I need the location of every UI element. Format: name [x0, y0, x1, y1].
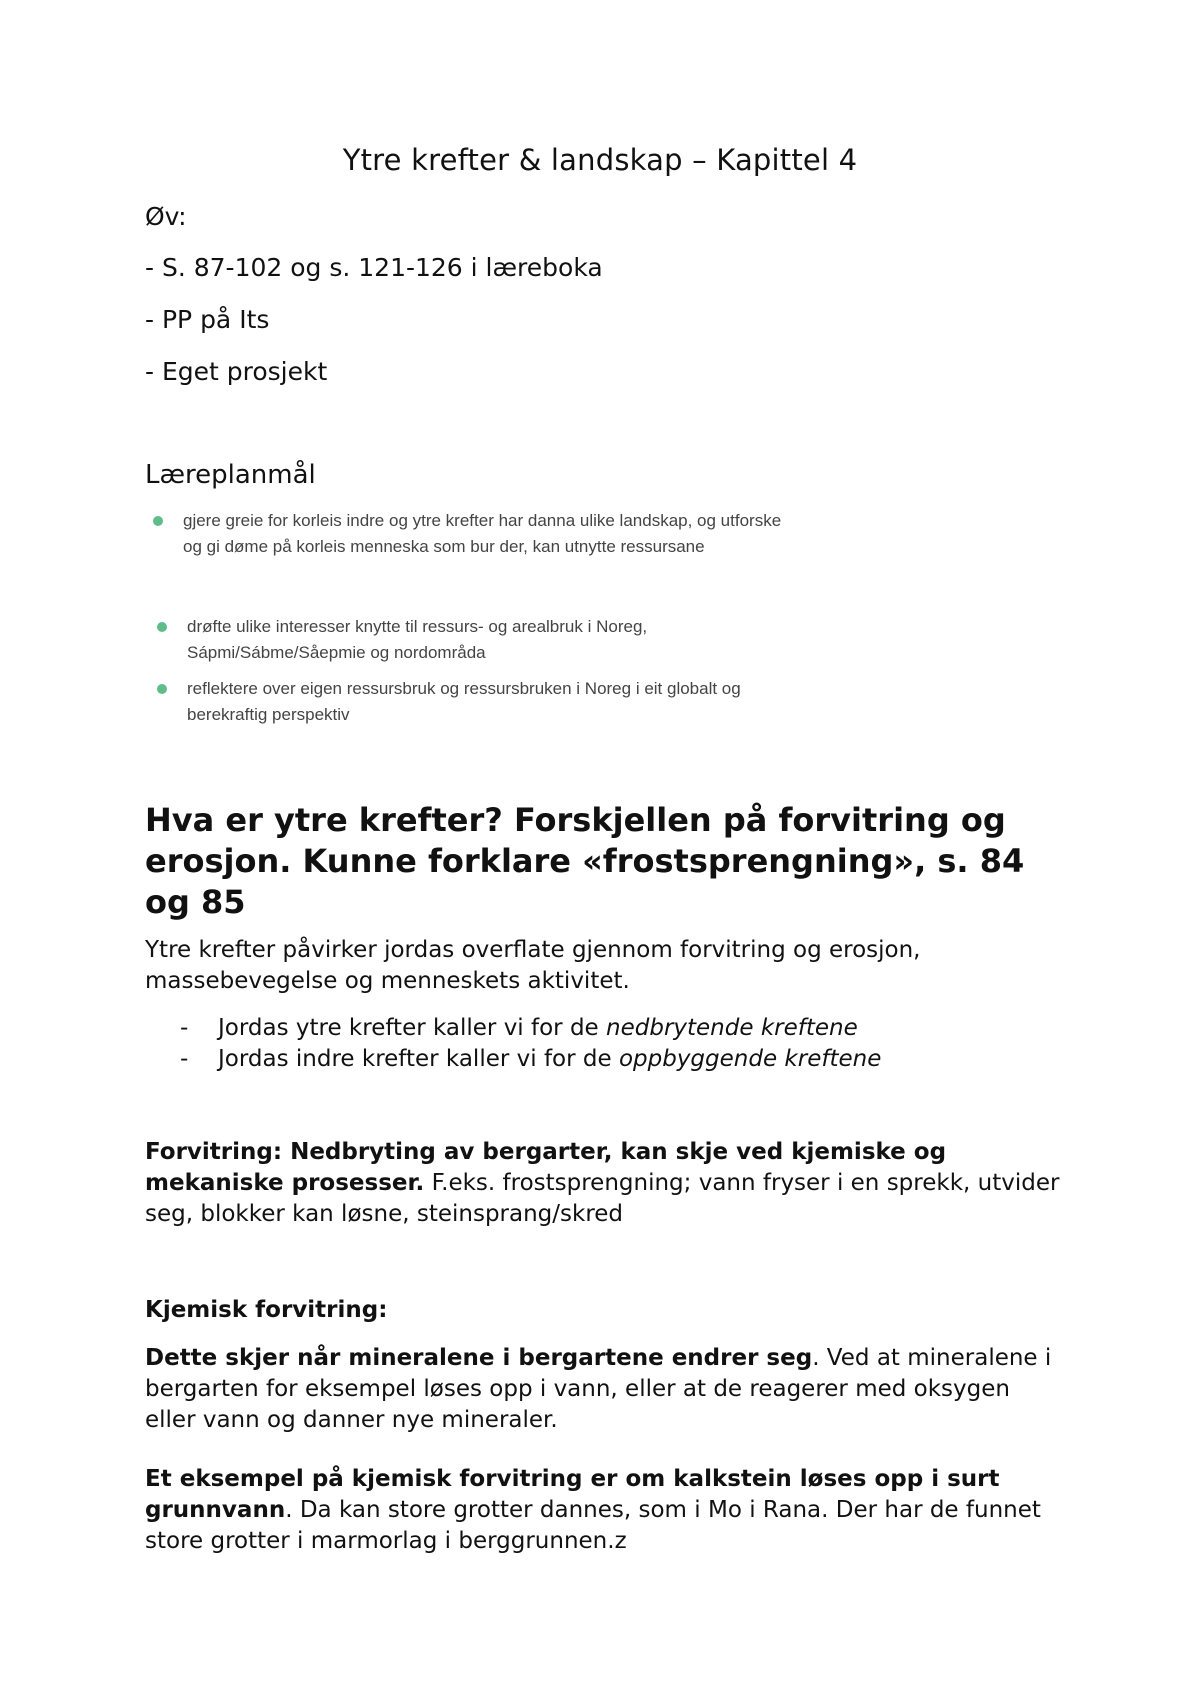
practice-label: Øv:: [145, 202, 187, 231]
kjemisk-example-bold: Et eksempel på kjemisk forvitring er om kalkstein løses opp i surt grunnvann: [145, 1466, 1000, 1523]
forvitring-definition: Forvitring: Nedbryting av bergarter, kan skje ved kjemiske og mekaniske prosesser.: [145, 1139, 947, 1196]
curriculum-heading: Læreplanmål: [145, 460, 316, 490]
list-item-emphasis: oppbyggende kreftene: [618, 1046, 882, 1072]
curriculum-goal: [150, 508, 783, 560]
list-item: [180, 1044, 881, 1075]
list-item-emphasis: nedbrytende kreftene: [606, 1015, 858, 1041]
intro-paragraph: Ytre krefter påvirker jordas overflate gjennom forvitring og erosjon, massebevegelse og menneskets aktivitet.: [145, 937, 921, 994]
bullet-dot-icon: [153, 516, 163, 526]
practice-item: - PP på Its: [145, 305, 270, 334]
bullet-dot-icon: [157, 684, 167, 694]
bullet-dot-icon: [157, 622, 167, 632]
kjemisk-example-text: . Da kan store grotter dannes, som i Mo i Rana. Der har de funnet store grotter i marmorlag i berggrunnen.z: [145, 1497, 1041, 1554]
kjemisk-heading-text: Kjemisk forvitring:: [145, 1297, 388, 1323]
kjemisk-heading: [145, 1295, 1065, 1326]
practice-item: - Eget prosjekt: [145, 357, 328, 386]
list-item-text: Jordas ytre krefter kaller vi for de: [218, 1015, 607, 1041]
dash-marker: -: [180, 1015, 189, 1041]
kjemisk-bold-text: Dette skjer når mineralene i bergartene endrer seg: [145, 1345, 813, 1371]
goal-text: gjere greie for korleis indre og ytre krefter har danna ulike landskap, og utforske og gi døme på korleis menneska som bur der, kan utnytte ressursane: [183, 511, 782, 556]
kjemisk-text: . Ved at mineralene i bergarten for eksempel løses opp i vann, eller at de reagerer med oksygen eller vann og danner nye mineraler.: [145, 1345, 1052, 1433]
curriculum-goal: [154, 676, 787, 728]
goal-text: reflektere over eigen ressursbruk og ressursbruken i Noreg i eit globalt og berekraftig perspektiv: [187, 679, 741, 724]
curriculum-goal: [154, 614, 787, 666]
list-item: [180, 1013, 881, 1044]
kjemisk-example-paragraph: [145, 1464, 1065, 1557]
forces-list: [180, 1013, 881, 1075]
kjemisk-paragraph: [145, 1343, 1065, 1436]
forvitring-example: F.eks. frostsprengning; vann fryser i en sprekk, utvider seg, blokker kan løsne, steinsprang/skred: [145, 1170, 1060, 1227]
practice-item: - S. 87-102 og s. 121-126 i læreboka: [145, 253, 603, 282]
section-heading: Hva er ytre krefter? Forskjellen på forvitring og erosjon. Kunne forklare «frostsprengning», s. 84 og 85: [145, 801, 1025, 921]
goal-text: drøfte ulike interesser knytte til ressurs- og arealbruk i Noreg, Sápmi/Sábme/Såepmie og nordområda: [187, 617, 648, 662]
forvitring-paragraph: [145, 1137, 1065, 1230]
list-item-text: Jordas indre krefter kaller vi for de: [218, 1046, 619, 1072]
document-title: Ytre krefter & landskap – Kapittel 4: [342, 143, 858, 177]
dash-marker: -: [180, 1046, 189, 1072]
